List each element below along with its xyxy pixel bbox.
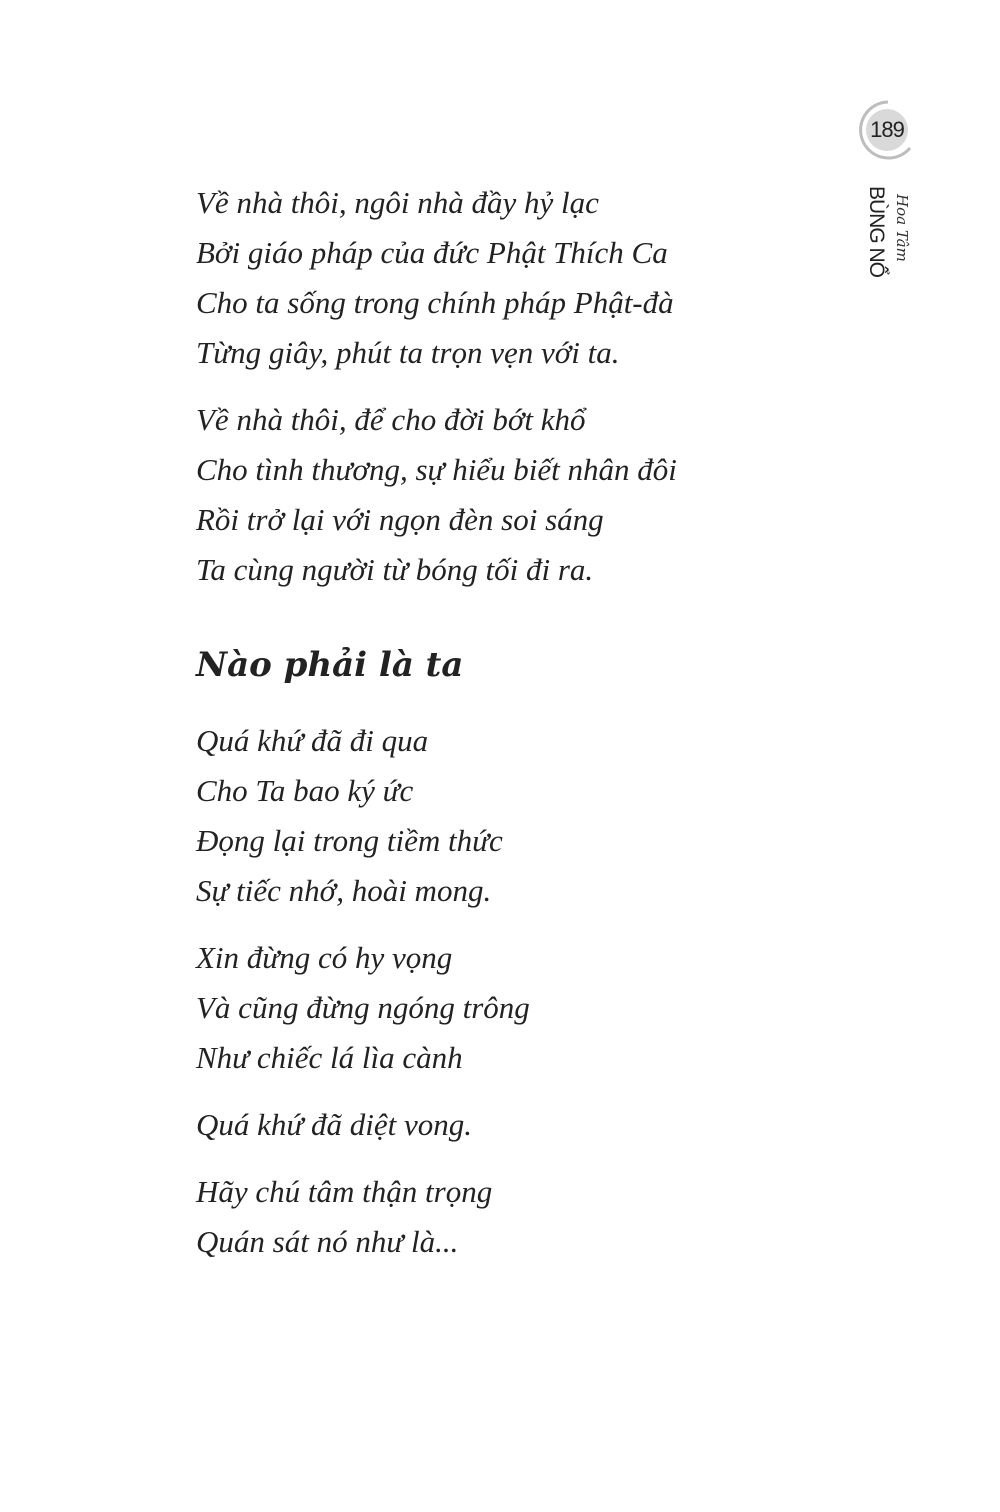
poem-line: Rồi trở lại với ngọn đèn soi sáng [196,502,604,537]
poem-line: Cho tình thương, sự hiểu biết nhân đôi [196,452,677,487]
poem-line: Cho ta sống trong chính pháp Phật-đà [196,285,674,320]
poem-line: Đọng lại trong tiềm thức [196,823,503,858]
poem1-stanza-1 [196,178,836,378]
poem-line: Bởi giáo pháp của đức Phật Thích Ca [196,235,668,270]
poem-line: Như chiếc lá lìa cành [196,1040,463,1075]
poem2-stanza-3 [196,1100,836,1150]
poem-line: Ta cùng người từ bóng tối đi ra. [196,552,594,587]
book-title-script: Hoa Tâm [893,194,911,262]
poem1-stanza-2 [196,395,836,595]
poem-line: Hãy chú tâm thận trọng [196,1174,493,1209]
poem2-stanza-2 [196,933,836,1083]
poem2-stanza-1 [196,716,836,916]
poem-line: Xin đừng có hy vọng [196,940,453,975]
poem-line: Cho Ta bao ký ức [196,773,414,808]
poem-line: Từng giây, phút ta trọn vẹn với ta. [196,335,620,370]
poem2-stanza-4 [196,1167,836,1267]
book-title [866,186,926,296]
page-number-badge [858,100,918,160]
poem-line: Sự tiếc nhớ, hoài mong. [196,873,492,908]
poem-line: Quán sát nó như là... [196,1224,459,1259]
poem-line: Về nhà thôi, để cho đời bớt khổ [196,402,586,437]
poem-title: Nào phải là ta [196,645,464,685]
page-number: 189 [870,117,904,142]
poem-line: Về nhà thôi, ngôi nhà đầy hỷ lạc [196,185,599,220]
book-title-main: BÙNG NỔ [865,186,888,278]
poem-line: Quá khứ đã đi qua [196,723,429,758]
poem-line: Quá khứ đã diệt vong. [196,1107,473,1142]
poem-line: Và cũng đừng ngóng trông [196,990,530,1025]
